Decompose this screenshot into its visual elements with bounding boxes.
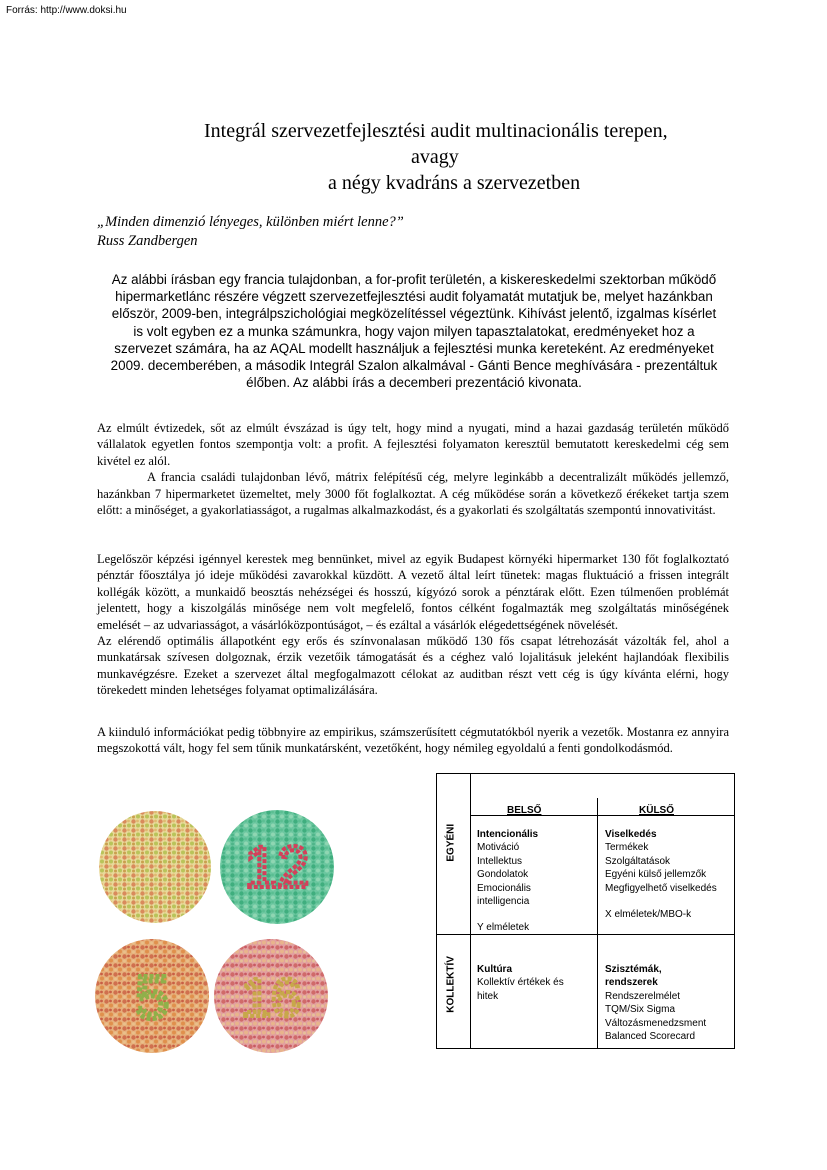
quadrant-item: TQM/Six Sigma — [605, 1004, 676, 1016]
paragraph: Az elérendő optimális állapotként egy erős és színvonalasan működő 130 fős csapat létrehozását vázolták fel, ahol a munkatársak szívesen dolgoznak, érzik vezetőik támogatását és a céghez való lojalitásuk jeleként hajlandóak flexibilis munkavégzésre. Ezeket a szervezet által megfogalmazott célokat az auditban részt vett cég is úgy kívánta elérni, hogy törekedett minden lehetséges folyamat optimalizálására. — [97, 634, 729, 698]
quadrant-heading: Szisztémák, — [605, 964, 662, 975]
quadrant-upper-right — [605, 828, 735, 921]
source-label: Forrás: http://www.doksi.hu — [6, 5, 127, 16]
plate-1 — [99, 811, 211, 923]
paragraph: A francia családi tulajdonban lévő, mátrix felépítésű cég, melyre leginkább a decentralizált működés jellemző, hazánkban 7 hipermarketet üzemeltet, mely 3000 főt foglalkoztat. A cég működése során a következő érékeket tartja szem előtt: a minőséget, a gyakorlatiasságot, a rugalmas alkalmazkodást, és a gyakorlati és szolgáltatás szempontú innovativitást. — [97, 470, 729, 518]
quadrant-item: Változásmenedzsment — [605, 1017, 707, 1029]
epigraph-author: Russ Zandbergen — [97, 233, 198, 249]
color-plates-figure — [95, 810, 415, 1070]
plate-2-number: 12 — [244, 835, 310, 900]
paragraph: Az elmúlt évtizedek, sőt az elmúlt évszázad is úgy telt, hogy mind a nyugati, mind a hazai gazdaság területén működő vállalatok egyetlen fontos szempontja volt: a profit. A fejlesztési folyamaton keresztül bemutatott kereskedelmi cég sem kivétel ez alól. — [97, 421, 729, 468]
quadrant-item: Szolgáltatások — [605, 855, 671, 867]
plate-3-number: 5 — [135, 964, 169, 1031]
title-line-2: avagy — [411, 146, 459, 168]
quadrant-item: Termékek — [605, 842, 649, 854]
body-section-1 — [97, 420, 729, 518]
quadrant-footer: X elméletek/MBO-k — [605, 909, 692, 921]
aqal-quadrant-table — [436, 773, 735, 1049]
epigraph — [97, 213, 404, 251]
quadrant-lower-right — [605, 963, 735, 1043]
quadrant-lower-left — [477, 963, 597, 1003]
quadrant-item: Emocionális — [477, 882, 531, 894]
quadrant-item: Motiváció — [477, 842, 520, 854]
plate-4-number: 16 — [240, 968, 302, 1028]
body-section-3 — [97, 724, 729, 757]
paragraph: A kiinduló információkat pedig többnyire az empirikus, számszerűsített cégmutatókból nyerik a vezetők. Mostanra ez annyira megszokottá vált, hogy fel sem tűnik munkatársként, vezetőként, hogy némileg egyoldalú a fenti gondolkodásmód. — [97, 725, 729, 756]
row-label-individual: EGYÉNI — [445, 823, 457, 862]
row-label-collective: KOLLEKTÍV — [445, 956, 457, 1013]
title-line-3: a négy kvadráns a szervezetben — [328, 172, 581, 194]
title-line-1: Integrál szervezetfejlesztési audit multinacionális terepen, — [204, 120, 668, 142]
quadrant-item: Balanced Scorecard — [605, 1031, 696, 1043]
column-header-inner: BELSŐ — [507, 805, 542, 816]
epigraph-text: „Minden dimenzió lényeges, különben miért lenne?” — [97, 214, 404, 230]
column-header-outer: KÜLSŐ — [639, 805, 674, 816]
document-title — [150, 118, 810, 196]
abstract: Az alábbi írásban egy francia tulajdonban, a for-profit területén, a kiskereskedelmi szektorban működő hipermarketlánc részére végzett szervezetfejlesztési audit folyamatát mutatjuk be, melyet hazánkban először, 2009-ben, integrálpszichológiai megközelítéssel végeztünk. Kihívást jelentő, izgalmas kísérlet is volt egyben ez a munka számunkra, hogy vajon milyen tapasztalatokat, eredményeket hoz a szervezet számára, ha az AQAL modellt használjuk a fejlesztési munka kereteként. Az eredményeket 2009. decemberében, a második Integrál Szalon alkalmával - Gánti Bence meghívására - prezentáltuk élőben. Az alábbi írás a decemberi prezentáció kivonata. — [110, 272, 718, 391]
quadrant-item: intelligencia — [477, 896, 530, 908]
quadrant-item: Gondolatok — [477, 869, 529, 881]
quadrant-heading: Kultúra — [477, 964, 512, 975]
quadrant-item: hitek — [477, 990, 499, 1002]
paragraph: Legelőször képzési igénnyel kerestek meg bennünket, mivel az egyik Budapest környéki hipermarket 130 főt foglalkoztató pénztár főosztálya jó ideje működési zavarokkal küzdött. A vezető által leírt tünetek: magas fluktuáció a frissen integrált kollégák között, a munkaidő beosztás nehézségei és hosszú, kígyózó sorok a pénztárak előtt. Ezen túlmenően problémát jelentett, hogy a kiszolgálás minősége nem volt megfelelő, fontos célként fogalmazták meg szolgáltatás minőségének emelését – az udvariasságot, a vásárlóközpontúságot, – és ezáltal a vásárlók elégedettségének növelését. — [97, 552, 729, 632]
quadrant-item: Megfigyelhető viselkedés — [605, 882, 717, 894]
quadrant-upper-left — [477, 828, 597, 935]
quadrant-heading: Viselkedés — [605, 829, 657, 840]
quadrant-item: Rendszerelmélet — [605, 990, 681, 1002]
quadrant-item: Kollektív értékek és — [477, 977, 564, 989]
body-section-2 — [97, 551, 729, 699]
quadrant-heading: rendszerek — [605, 977, 658, 989]
quadrant-footer: Y elméletek — [477, 922, 530, 934]
quadrant-item: Egyéni külső jellemzők — [605, 869, 707, 881]
quadrant-heading: Intencionális — [477, 829, 539, 840]
quadrant-item: Intellektus — [477, 855, 523, 867]
